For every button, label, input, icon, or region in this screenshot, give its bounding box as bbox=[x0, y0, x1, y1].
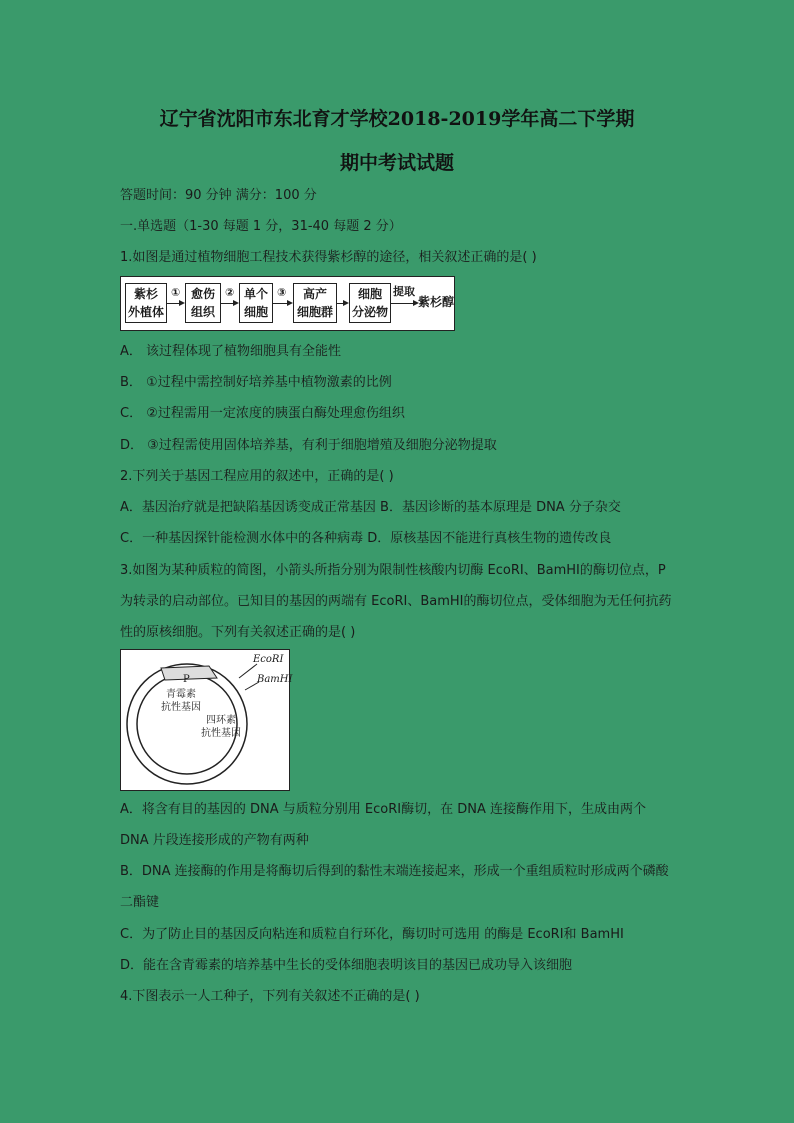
flow-product: 紫杉醇 bbox=[418, 295, 455, 309]
flow-arrow bbox=[337, 303, 347, 304]
flow-step-1: ① bbox=[171, 286, 181, 299]
tetracycline-resistance-gene-label: 四环素 抗性基因 bbox=[201, 715, 241, 739]
q3-plasmid-figure bbox=[120, 649, 293, 791]
q4-stem: 4.下图表示一人工种子，下列有关叙述不正确的是( ) bbox=[120, 989, 420, 1004]
flow-arrow bbox=[221, 303, 237, 304]
q1-option-c: C． ②过程需用一定浓度的胰蛋白酶处理愈伤组织 bbox=[120, 406, 405, 421]
promoter-label: P bbox=[183, 674, 190, 685]
q2-options-ab: A．基因治疗就是把缺陷基因诱变成正常基因 B．基因诊断的基本原理是 DNA 分子杂交 bbox=[120, 500, 621, 515]
page-title: 辽宁省沈阳市东北育才学校2018-2019学年高二下学期 bbox=[159, 108, 635, 130]
flow-arrow bbox=[273, 303, 291, 304]
flow-box-single-cell: 单个 细胞 bbox=[239, 283, 273, 323]
flow-arrow bbox=[391, 303, 417, 304]
q2-stem: 2.下列关于基因工程应用的叙述中，正确的是( ) bbox=[120, 469, 394, 484]
section-heading: 一.单选题（1-30 每题 1 分，31-40 每题 2 分） bbox=[120, 219, 402, 234]
flow-box-secretion: 细胞 分泌物 bbox=[349, 283, 391, 323]
flow-arrow bbox=[167, 303, 183, 304]
q1-option-d: D． ③过程需使用固体培养基，有利于细胞增殖及细胞分泌物提取 bbox=[120, 438, 497, 453]
flow-step-2: ② bbox=[225, 286, 235, 299]
q1-option-a: A． 该过程体现了植物细胞具有全能性 bbox=[120, 344, 342, 359]
ecori-label: EcoRⅠ bbox=[253, 654, 284, 665]
q1-stem: 1.如图是通过植物细胞工程技术获得紫杉醇的途径，相关叙述正确的是( ) bbox=[120, 250, 537, 265]
q1-flow-diagram bbox=[120, 276, 455, 331]
q3-stem: 3.如图为某种质粒的简图，小箭头所指分别为限制性核酸内切酶 EcoRⅠ、BamHⅠ的酶切位点，P 为转录的启动部位。已知目的基因的两端有 EcoRⅠ、BamHⅠ的酶切位点，受体细胞为无任何抗药性的原核细胞。下列有关叙述正确的是( ) bbox=[120, 563, 672, 640]
flow-extract-label: 提取 bbox=[393, 285, 415, 298]
q1-option-b: B． ①过程中需控制好培养基中植物激素的比例 bbox=[120, 375, 392, 390]
time-info: 答题时间：90 分钟 满分：100 分 bbox=[120, 188, 317, 203]
bamhi-label: BamHⅠ bbox=[257, 674, 293, 685]
ecori-pointer bbox=[239, 664, 257, 678]
q3-option-b: B．DNA 连接酶的作用是将酶切后得到的黏性末端连接起来，形成一个重组质粒时形成两个磷酸二酯键 bbox=[120, 864, 669, 910]
q3-option-c: C．为了防止目的基因反向粘连和质粒自行环化，酶切时可选用 的酶是 EcoRⅠ和 BamHⅠ bbox=[120, 927, 624, 942]
q3-option-d: D．能在含青霉素的培养基中生长的受体细胞表明该目的基因已成功导入该细胞 bbox=[120, 958, 573, 973]
q3-option-a: A．将含有目的基因的 DNA 与质粒分别用 EcoRⅠ酶切，在 DNA 连接酶作用下，生成由两个 DNA 片段连接形成的产物有两种 bbox=[120, 802, 646, 848]
flow-box-explant: 紫杉 外植体 bbox=[125, 283, 167, 323]
page-subtitle: 期中考试试题 bbox=[339, 152, 454, 174]
flow-step-3: ③ bbox=[277, 286, 287, 299]
penicillin-resistance-gene-label: 青霉素 抗性基因 bbox=[161, 689, 201, 713]
flow-box-high-yield: 高产 细胞群 bbox=[293, 283, 337, 323]
q2-options-cd: C．一种基因探针能检测水体中的各种病毒 D．原核基因不能进行真核生物的遗传改良 bbox=[120, 531, 612, 546]
flow-box-callus: 愈伤 组织 bbox=[185, 283, 221, 323]
